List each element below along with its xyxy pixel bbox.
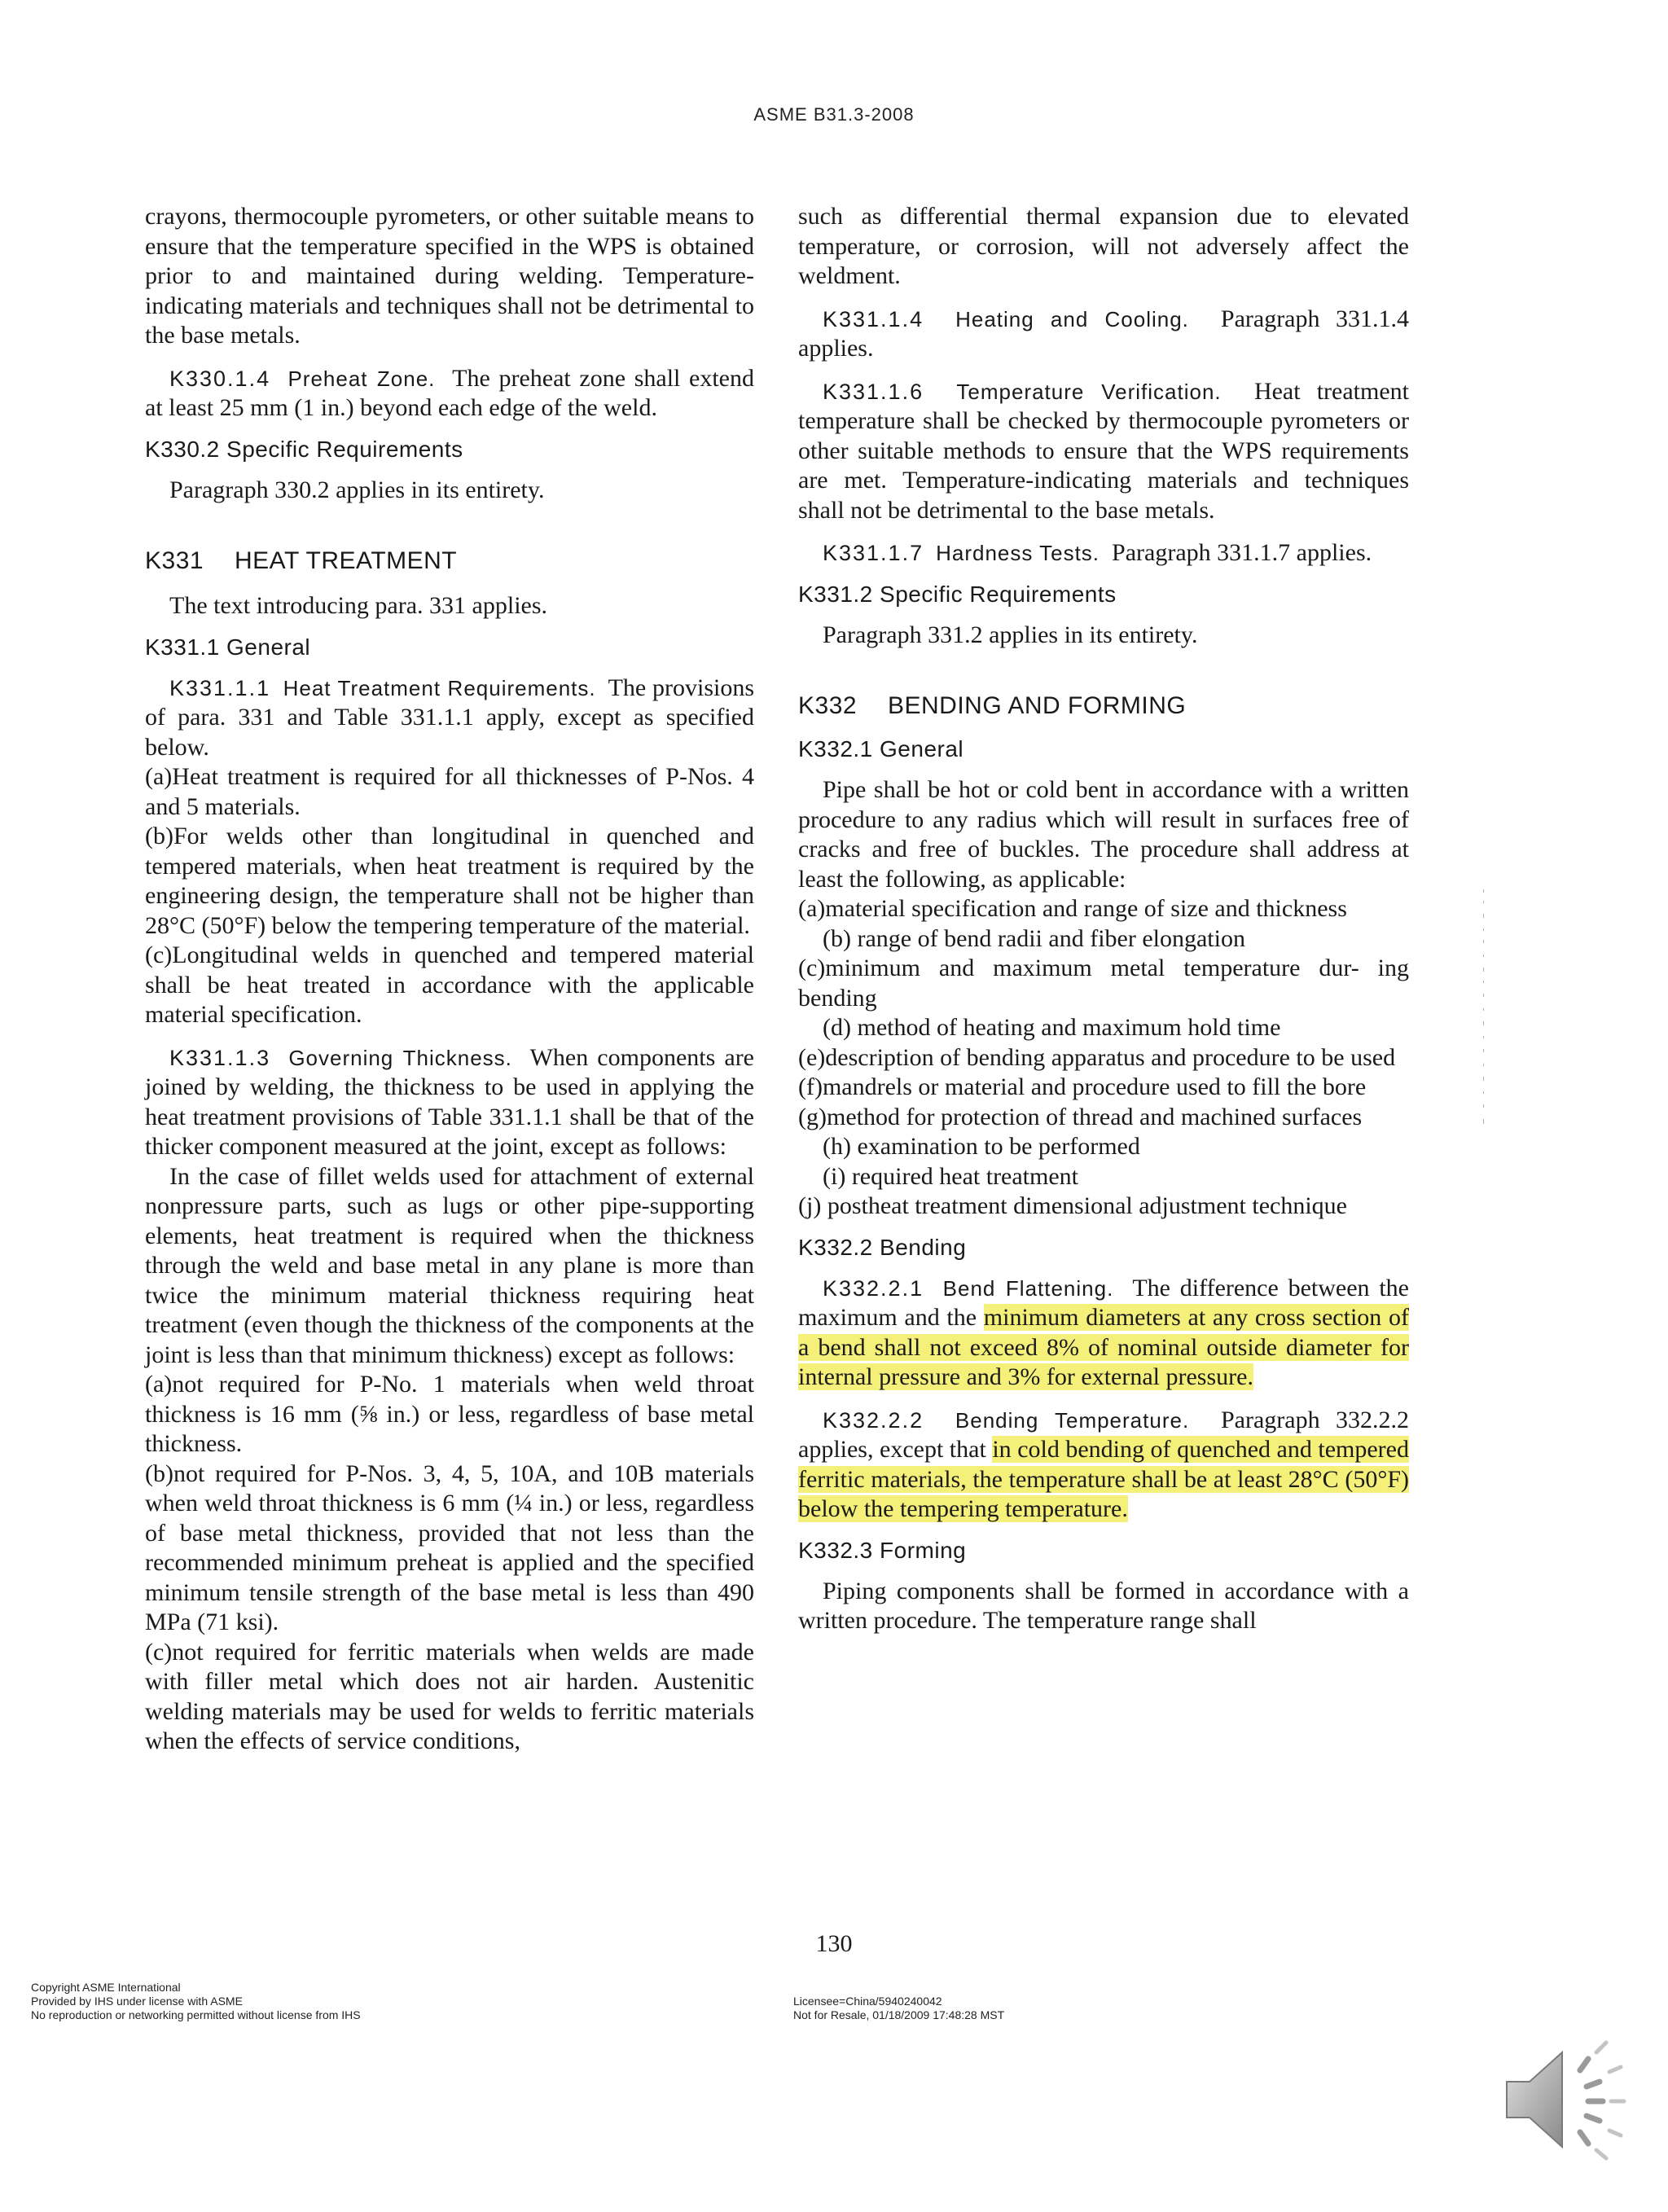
para-number: K331.1.4 — [823, 306, 924, 331]
section-title: HEAT TREATMENT — [235, 547, 458, 574]
footer-line: No reproduction or networking permitted without license from IHS — [31, 2008, 361, 2021]
heading-k331 — [145, 547, 754, 575]
para-k33221 — [798, 1274, 1409, 1393]
heading-k3311: K331.1 General — [145, 634, 311, 660]
paragraph-continuation: such as differential thermal expansion due to elevated temperature, or corrosion, will not adversely affect the weldment. — [798, 203, 1409, 289]
heading-k3321: K332.1 General — [798, 736, 964, 761]
list-item-a: (a)not required for P-No. 1 materials when weld throat thickness is 16 mm (⅝ in.) or less, regardless of base metal thickness. — [145, 1371, 754, 1457]
left-column — [145, 202, 754, 1757]
para-title: Temperature Verification. — [956, 379, 1222, 404]
footer-license — [793, 1995, 1004, 2022]
para-title: Bend Flattening. — [942, 1275, 1114, 1301]
para-text: Paragraph 331.1.7 applies. — [1112, 539, 1372, 566]
para-text: The difference between the maximum and the — [798, 1274, 1409, 1331]
footer-line: Copyright ASME International — [31, 1981, 181, 1994]
para-k33117 — [798, 538, 1409, 568]
para-k33222 — [798, 1406, 1409, 1525]
para-text: The provisions of para. 331 and Table 331.1.1 apply, except as specified below. — [145, 674, 754, 761]
list-item-h: (h) examination to be performed — [823, 1133, 1140, 1160]
heading-k332 — [798, 692, 1409, 720]
para-number: K332.2.1 — [823, 1275, 924, 1301]
section-number: K331 — [145, 547, 204, 574]
heading-k3302: K330.2 Specific Requirements — [145, 436, 463, 462]
speaker-icon[interactable] — [1497, 2034, 1627, 2165]
para-k33113 — [145, 1043, 754, 1162]
paragraph-k3323: Piping components shall be formed in accordance with a written procedure. The temperature range shall — [798, 1577, 1409, 1634]
right-column — [798, 202, 1409, 1636]
list-item-b: (b)not required for P-Nos. 3, 4, 5, 10A, and 10B materials when weld throat thickness is 6 mm (¼ in.) or less, regardless of base metal thickness, provided that not less than the recommended minimum preheat is applied and the specified minimum tensile strength of the base metal is less than 490 MPa (71 ksi). — [145, 1459, 754, 1635]
section-title: BENDING AND FORMING — [888, 692, 1187, 719]
list-item-c: (c)minimum and maximum metal temperature dur- ing bending — [798, 955, 1409, 1012]
para-title: Bending Temperature. — [955, 1407, 1190, 1433]
heading-k3312: K331.2 Specific Requirements — [798, 581, 1117, 607]
list-item-b: (b)For welds other than longitudinal in quenched and tempered materials, when heat treatment is required by the engineering design, the temperature shall not be higher than 28°C (50°F) below the tempering temperature of the material. — [145, 823, 754, 939]
para-text: The preheat zone shall extend at least 25 mm (1 in.) beyond each edge of the weld. — [145, 364, 755, 421]
paragraph-k3321: Pipe shall be hot or cold bent in accordance with a written procedure to any radius which will result in surfaces free of cracks and free of buckles. The procedure shall address at least the following, as applicable: — [798, 776, 1409, 893]
highlighted-text: minimum diameters at any cross section of a bend shall not exceed 8% of nominal outside diameter for internal pressure and 3% for external pressure. — [798, 1304, 1409, 1390]
footer-copyright — [31, 1981, 361, 2022]
list-item-c: (c)Longitudinal welds in quenched and tempered material shall be heat treated in accordance with the applicable material specification. — [145, 941, 754, 1028]
footer-line: Provided by IHS under license with ASME — [31, 1995, 243, 2008]
list-item-a: (a)Heat treatment is required for all thicknesses of P-Nos. 4 and 5 materials. — [145, 763, 754, 820]
list-item-g: (g)method for protection of thread and machined surfaces — [798, 1103, 1363, 1130]
para-k33116 — [798, 377, 1409, 526]
para-number: K331.1.3 — [169, 1045, 271, 1070]
page-number: 130 — [815, 1930, 853, 1957]
list-item-d: (d) method of heating and maximum hold time — [823, 1014, 1281, 1041]
footer-line: Not for Resale, 01/18/2009 17:48:28 MST — [793, 2008, 1005, 2021]
para-title: Governing Thickness. — [288, 1045, 512, 1070]
para-number: K331.1.6 — [823, 379, 924, 404]
para-title: Hardness Tests. — [936, 541, 1100, 565]
para-title: Preheat Zone. — [288, 366, 436, 391]
heading-k3323: K332.3 Forming — [798, 1537, 967, 1563]
highlighted-text: in cold bending of quenched and tempered ferritic materials, the temperature shall be at least 28°C (50°F) below the tempering temperature. — [798, 1436, 1409, 1522]
para-k33114 — [798, 305, 1409, 364]
list-item-j: (j) postheat treatment dimensional adjustment technique — [798, 1192, 1347, 1219]
paragraph-k3312: Paragraph 331.2 applies in its entirety. — [823, 621, 1198, 648]
paragraph-fillet-welds: In the case of fillet welds used for attachment of external nonpressure parts, such as lugs or other pipe-supporting elements, heat treatment is required when the thickness through the weld and base metal in any plane is more than twice the minimum material thickness requiring heat treatment (even though the thickness of the components at the joint is less than that minimum thickness) except as follows: — [145, 1162, 754, 1368]
list-item-e: (e)description of bending apparatus and procedure to be used — [798, 1043, 1396, 1071]
para-text: Heat treatment temperature shall be checked by thermocouple pyrometers or other suitable methods to ensure that the WPS requirements are met. Temperature-indicating materials and techniques shall not be detrimental to the base metals. — [798, 377, 1409, 524]
list-item-f: (f)mandrels or material and procedure used to fill the bore — [798, 1073, 1367, 1100]
list-item-b: (b) range of bend radii and fiber elongation — [823, 924, 1245, 952]
list-item-a: (a)material specification and range of size and thickness — [798, 895, 1347, 922]
para-k33014 — [145, 364, 754, 424]
para-number: K331.1.1 — [169, 675, 271, 700]
para-text: Paragraph 332.2.2 applies, except that — [798, 1406, 1409, 1463]
list-item-i: (i) required heat treatment — [823, 1162, 1079, 1190]
para-title: Heating and Cooling. — [955, 306, 1189, 331]
para-k33111 — [145, 674, 754, 763]
list-item-c: (c)not required for ferritic materials when welds are made with filler metal which does not air harden. Austenitic welding materials may be used for welds to ferritic materials when the effects of service conditions, — [145, 1638, 754, 1754]
paragraph-k3302: Paragraph 330.2 applies in its entirety. — [169, 476, 545, 503]
paragraph-k331: The text introducing para. 331 applies. — [169, 592, 548, 619]
para-number: K330.1.4 — [169, 366, 271, 391]
para-title: Heat Treatment Requirements. — [283, 675, 596, 700]
para-number: K331.1.7 — [823, 541, 924, 565]
margin-marks — [1481, 889, 1487, 1134]
para-number: K332.2.2 — [823, 1407, 924, 1433]
heading-k3322: K332.2 Bending — [798, 1234, 967, 1260]
footer-line: Licensee=China/5940240042 — [793, 1995, 942, 2008]
para-text: Paragraph 331.1.4 applies. — [798, 305, 1409, 362]
section-number: K332 — [798, 692, 858, 719]
paragraph-continuation: crayons, thermocouple pyrometers, or other suitable means to ensure that the temperature specified in the WPS is obtained prior to and maintained during welding. Temperature-indicating materials and techniques shall not be detrimental to the base metals. — [145, 203, 754, 349]
running-header: ASME B31.3-2008 — [753, 104, 915, 125]
para-text: When components are joined by welding, the thickness to be used in applying the heat treatment provisions of Table 331.1.1 shall be that of the thicker component measured at the joint, except as follows: — [145, 1043, 754, 1160]
